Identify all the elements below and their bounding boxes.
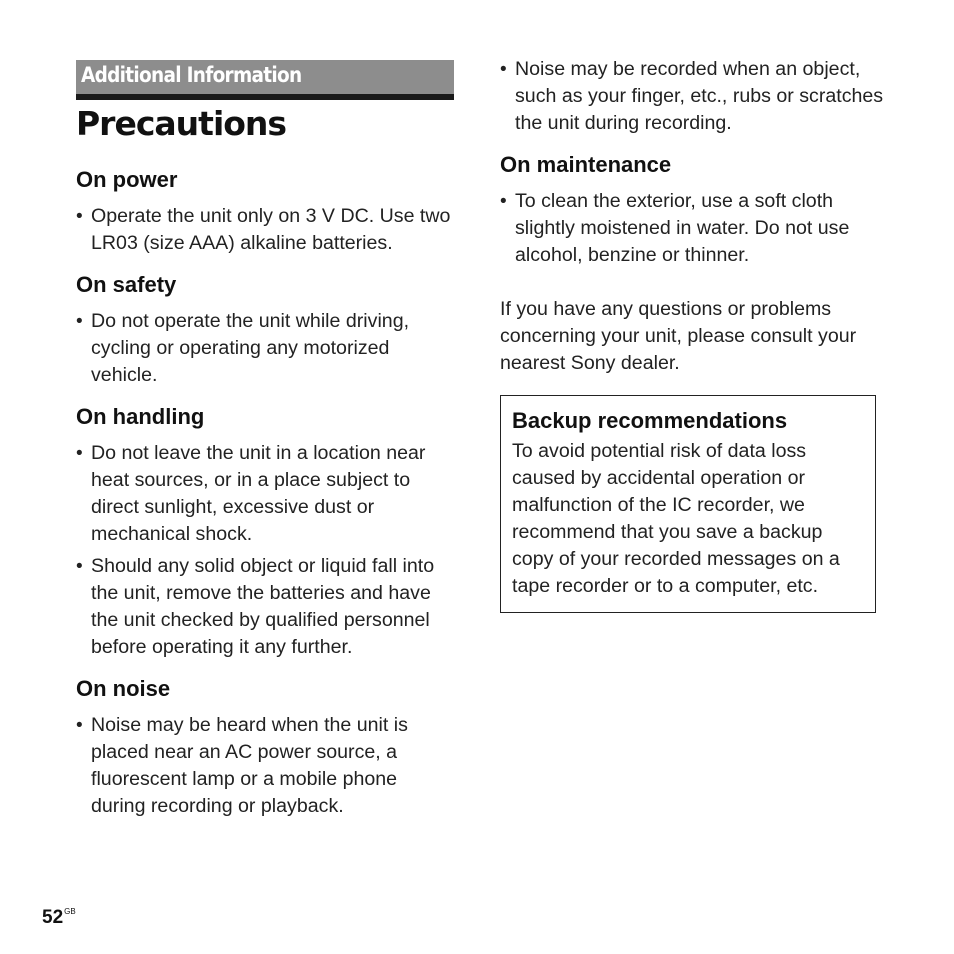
heading-on-handling: On handling [76, 404, 205, 429]
list-item: • Do not leave the unit in a location near heat sources, or in a place subject to direct sunlight, excessive dust or mechanical shock. [76, 440, 456, 548]
section-header-bar [76, 60, 454, 100]
list-on-noise-continued [500, 56, 890, 137]
list-item: • Operate the unit only on 3 V DC. Use two LR03 (size AAA) alkaline batteries. [76, 203, 456, 257]
right-column [500, 56, 890, 377]
heading-on-safety: On safety [76, 272, 177, 297]
heading-on-noise: On noise [76, 676, 171, 701]
list-on-noise [76, 712, 456, 820]
list-on-safety [76, 308, 456, 389]
list-item: • Noise may be recorded when an object, such as your finger, etc., rubs or scratches the unit during recording. [500, 56, 890, 137]
backup-recommendations-box [500, 395, 876, 613]
page-title: Precautions [76, 104, 287, 143]
page-number-value: 52 [42, 907, 64, 928]
page-region-suffix: GB [64, 907, 76, 916]
list-on-handling [76, 440, 456, 661]
section-label: Additional Information [81, 63, 302, 87]
backup-heading: Backup recommendations [512, 408, 788, 433]
contact-paragraph: If you have any questions or problems concerning your unit, please consult your nearest Sony dealer. [500, 298, 857, 374]
list-item: • Do not operate the unit while driving, cycling or operating any motorized vehicle. [76, 308, 456, 389]
backup-text: To avoid potential risk of data loss caused by accidental operation or malfunction of the IC recorder, we recommend that you save a backup copy of your recorded messages on a tape recorder or to a computer, etc. [512, 440, 840, 597]
list-item: • To clean the exterior, use a soft cloth slightly moistened in water. Do not use alcohol, benzine or thinner. [500, 188, 890, 269]
list-item: • Noise may be heard when the unit is placed near an AC power source, a fluorescent lamp or a mobile phone during recording or playback. [76, 712, 456, 820]
page-number [42, 907, 76, 929]
left-column [76, 165, 456, 820]
list-on-maintenance [500, 188, 890, 269]
list-item: • Should any solid object or liquid fall into the unit, remove the batteries and have the unit checked by qualified personnel before operating it any further. [76, 553, 456, 661]
heading-on-power: On power [76, 167, 178, 192]
list-on-power [76, 203, 456, 257]
heading-on-maintenance: On maintenance [500, 152, 672, 177]
